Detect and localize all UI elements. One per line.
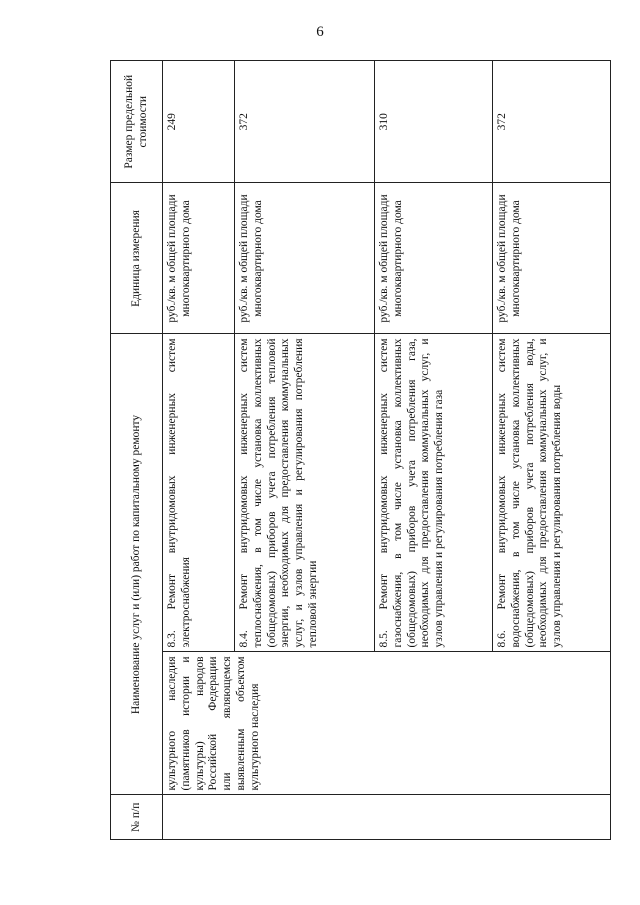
unit-cell: руб./кв. м общей площади многоквартирного дома: [235, 183, 375, 334]
rotated-table-container: [110, 60, 600, 840]
header-num: № п/п: [111, 795, 163, 840]
table-header-row: [111, 61, 163, 840]
work-cell: 8.4. Ремонт внутридомовых инженерных систем теплоснабжения, в том числе установка коллективных (общедомовых) приборов учета потребления тепловой энергии, необходимых для предоставления коммунальных услуг, и узлов управления и регулирования потребления тепловой энергии: [235, 334, 375, 652]
cost-cell: 310: [375, 61, 493, 183]
unit-cell: руб./кв. м общей площади многоквартирного дома: [163, 183, 235, 334]
unit-cell: руб./кв. м общей площади многоквартирного дома: [493, 183, 611, 334]
header-unit: Единица измерения: [111, 183, 163, 334]
work-cell: 8.3. Ремонт внутридомовых инженерных систем электроснабжения: [163, 334, 235, 652]
cost-cell: 249: [163, 61, 235, 183]
header-name: Наименование услуг и (или) работ по капитальному ремонту: [111, 334, 163, 795]
table-row: [163, 61, 235, 840]
cost-table: [110, 60, 611, 840]
object-name-cell: культурного наследия (памятников истории и культуры) народов Российской Федерации или являющемся выявленным объектом культурного наследия: [163, 652, 611, 795]
header-cost: Размер предельной стоимости: [111, 61, 163, 183]
unit-cell: руб./кв. м общей площади многоквартирного дома: [375, 183, 493, 334]
row-number-cell: [163, 795, 611, 840]
cost-cell: 372: [493, 61, 611, 183]
work-cell: 8.6. Ремонт внутридомовых инженерных систем водоснабжения, в том числе установка коллективных (общедомовых) приборов учета потребления воды, необходимых для предоставления коммунальных услуг, и узлов управления и регулирования потребления воды: [493, 334, 611, 652]
work-cell: 8.5. Ремонт внутридомовых инженерных систем газоснабжения, в том числе установка коллективных (общедомовых) приборов учета потребления газа, необходимых для предоставления коммунальных услуг, и узлов управления и регулирования потребления газа: [375, 334, 493, 652]
cost-cell: 372: [235, 61, 375, 183]
page-number: 6: [316, 24, 324, 40]
